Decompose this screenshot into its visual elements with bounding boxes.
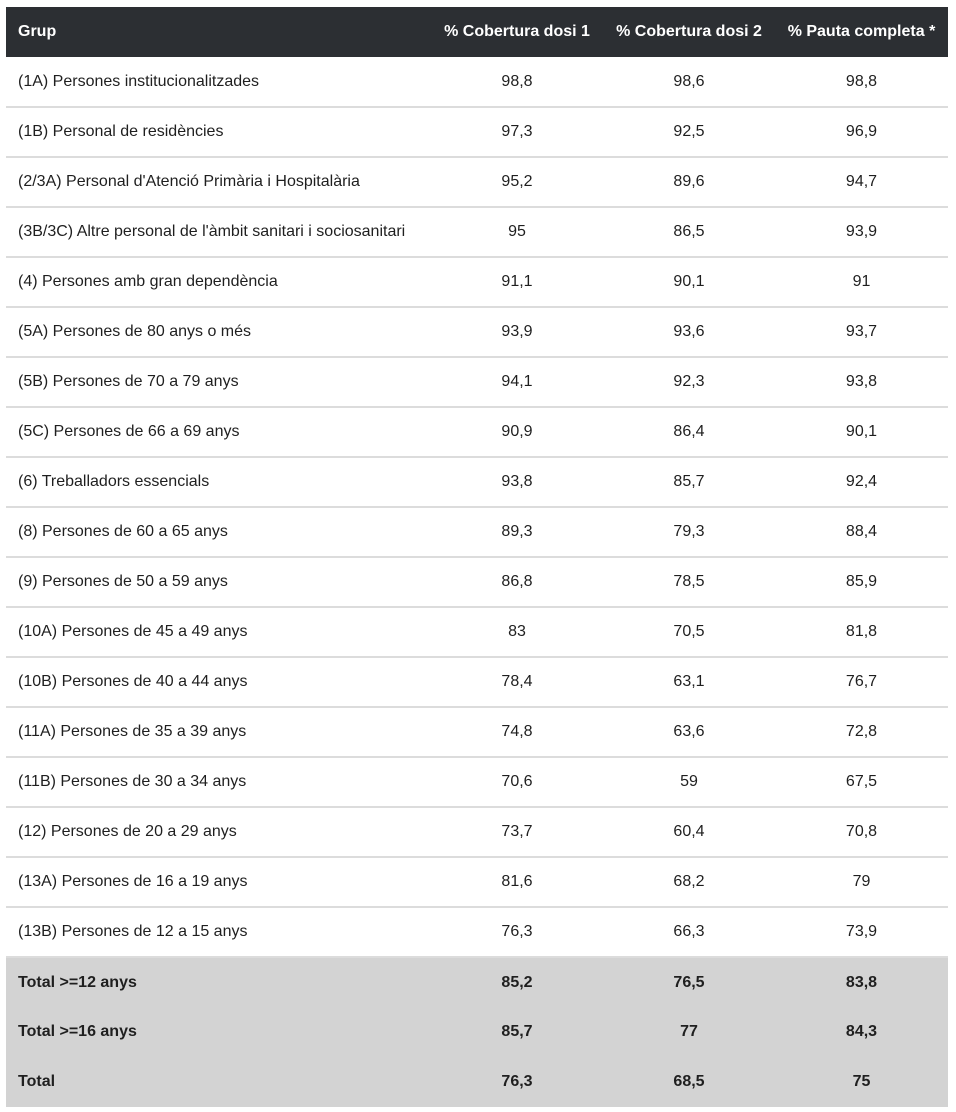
cell-group: (6) Treballadors essencials	[6, 457, 431, 507]
table-row	[6, 457, 948, 507]
cell-group: (2/3A) Personal d'Atenció Primària i Hospitalària	[6, 157, 431, 207]
column-header-dose1[interactable]: % Cobertura dosi 1	[444, 23, 590, 40]
table-row	[6, 307, 948, 357]
cell-group: (3B/3C) Altre personal de l'àmbit sanitari i sociosanitari	[6, 207, 431, 257]
cell-dose1: 85,2	[501, 973, 533, 991]
cell-group: (10B) Persones de 40 a 44 anys	[6, 657, 431, 707]
cell-complete: 93,7	[775, 307, 948, 357]
vaccination-coverage-table-container	[6, 7, 948, 1107]
cell-dose1: 78,4	[431, 657, 603, 707]
cell-group: (5C) Persones de 66 a 69 anys	[6, 407, 431, 457]
cell-dose1: 70,6	[431, 757, 603, 807]
cell-dose1: 98,8	[431, 57, 603, 107]
table-row	[6, 407, 948, 457]
cell-complete: 83,8	[845, 973, 878, 991]
cell-complete: 72,8	[775, 707, 948, 757]
table-body	[6, 57, 948, 1107]
cell-dose2: 89,6	[603, 157, 775, 207]
cell-dose1: 93,8	[431, 457, 603, 507]
table-row	[6, 807, 948, 857]
cell-group: (11B) Persones de 30 a 34 anys	[6, 757, 431, 807]
cell-complete: 70,8	[775, 807, 948, 857]
table-header	[6, 7, 948, 57]
cell-dose2: 68,5	[673, 1073, 705, 1090]
cell-dose1: 83	[431, 607, 603, 657]
cell-complete: 91	[775, 257, 948, 307]
table-row	[6, 857, 948, 907]
cell-dose1: 91,1	[431, 257, 603, 307]
cell-dose2: 85,7	[603, 457, 775, 507]
cell-dose1: 90,9	[431, 407, 603, 457]
total-row-all	[6, 1057, 948, 1107]
total-row-16-plus	[6, 1007, 948, 1057]
cell-dose2: 66,3	[603, 907, 775, 957]
cell-dose1: 85,7	[501, 1023, 533, 1040]
column-header-grup[interactable]: Grup	[18, 23, 57, 40]
cell-dose2: 90,1	[603, 257, 775, 307]
cell-complete: 67,5	[775, 757, 948, 807]
table-row	[6, 157, 948, 207]
cell-dose1: 73,7	[431, 807, 603, 857]
table-row	[6, 607, 948, 657]
cell-dose2: 86,5	[603, 207, 775, 257]
table-row	[6, 757, 948, 807]
cell-dose2: 93,6	[603, 307, 775, 357]
table-row	[6, 107, 948, 157]
cell-complete: 73,9	[775, 907, 948, 957]
cell-dose1: 89,3	[431, 507, 603, 557]
cell-dose1: 86,8	[431, 557, 603, 607]
column-header-complete[interactable]: % Pauta completa *	[787, 23, 936, 40]
cell-dose2: 78,5	[603, 557, 775, 607]
cell-dose2: 63,1	[603, 657, 775, 707]
cell-complete: 79	[775, 857, 948, 907]
cell-dose2: 92,3	[603, 357, 775, 407]
table-row	[6, 57, 948, 107]
cell-group: (13B) Persones de 12 a 15 anys	[6, 907, 431, 957]
cell-group: (13A) Persones de 16 a 19 anys	[6, 857, 431, 907]
cell-group: (5A) Persones de 80 anys o més	[6, 307, 431, 357]
cell-dose2: 59	[603, 757, 775, 807]
cell-group: (9) Persones de 50 a 59 anys	[6, 557, 431, 607]
cell-complete: 85,9	[775, 557, 948, 607]
cell-dose2: 77	[680, 1023, 698, 1040]
cell-dose1: 81,6	[431, 857, 603, 907]
cell-complete: 90,1	[775, 407, 948, 457]
cell-dose1: 93,9	[431, 307, 603, 357]
cell-group: (5B) Persones de 70 a 79 anys	[6, 357, 431, 407]
cell-dose2: 92,5	[603, 107, 775, 157]
cell-group: (12) Persones de 20 a 29 anys	[6, 807, 431, 857]
cell-dose2: 86,4	[603, 407, 775, 457]
cell-complete: 93,8	[775, 357, 948, 407]
cell-dose2: 76,5	[673, 973, 705, 991]
cell-group: (11A) Persones de 35 a 39 anys	[6, 707, 431, 757]
cell-dose1: 94,1	[431, 357, 603, 407]
total-row-12-plus	[6, 957, 948, 1007]
cell-complete: 76,7	[775, 657, 948, 707]
table-row	[6, 257, 948, 307]
cell-dose2: 79,3	[603, 507, 775, 557]
cell-dose1: 95,2	[431, 157, 603, 207]
cell-complete: 96,9	[775, 107, 948, 157]
cell-dose2: 63,6	[603, 707, 775, 757]
table-row	[6, 507, 948, 557]
cell-group: (10A) Persones de 45 a 49 anys	[6, 607, 431, 657]
cell-complete: 81,8	[775, 607, 948, 657]
cell-complete: 93,9	[775, 207, 948, 257]
cell-complete: 92,4	[775, 457, 948, 507]
table-row	[6, 907, 948, 957]
cell-group: (1A) Persones institucionalitzades	[6, 57, 431, 107]
cell-group: (8) Persones de 60 a 65 anys	[6, 507, 431, 557]
cell-complete: 94,7	[775, 157, 948, 207]
vaccination-coverage-table	[6, 7, 948, 1107]
table-row	[6, 657, 948, 707]
cell-dose2: 60,4	[603, 807, 775, 857]
cell-group: (4) Persones amb gran dependència	[6, 257, 431, 307]
cell-group: Total >=12 anys	[18, 973, 137, 991]
cell-dose1: 76,3	[501, 1073, 533, 1090]
cell-group: (1B) Personal de residències	[6, 107, 431, 157]
table-row	[6, 207, 948, 257]
cell-dose2: 68,2	[603, 857, 775, 907]
table-row	[6, 707, 948, 757]
cell-dose1: 97,3	[431, 107, 603, 157]
cell-group: Total >=16 anys	[18, 1023, 137, 1040]
cell-dose1: 95	[431, 207, 603, 257]
cell-complete: 75	[852, 1073, 871, 1090]
column-header-dose2[interactable]: % Cobertura dosi 2	[616, 23, 762, 40]
cell-dose1: 74,8	[431, 707, 603, 757]
cell-complete: 98,8	[775, 57, 948, 107]
table-row	[6, 557, 948, 607]
cell-group: Total	[18, 1073, 56, 1090]
table-header-row	[6, 7, 948, 57]
cell-dose1: 76,3	[431, 907, 603, 957]
table-row	[6, 357, 948, 407]
cell-complete: 88,4	[775, 507, 948, 557]
cell-dose2: 70,5	[603, 607, 775, 657]
cell-complete: 84,3	[845, 1023, 878, 1040]
cell-dose2: 98,6	[603, 57, 775, 107]
